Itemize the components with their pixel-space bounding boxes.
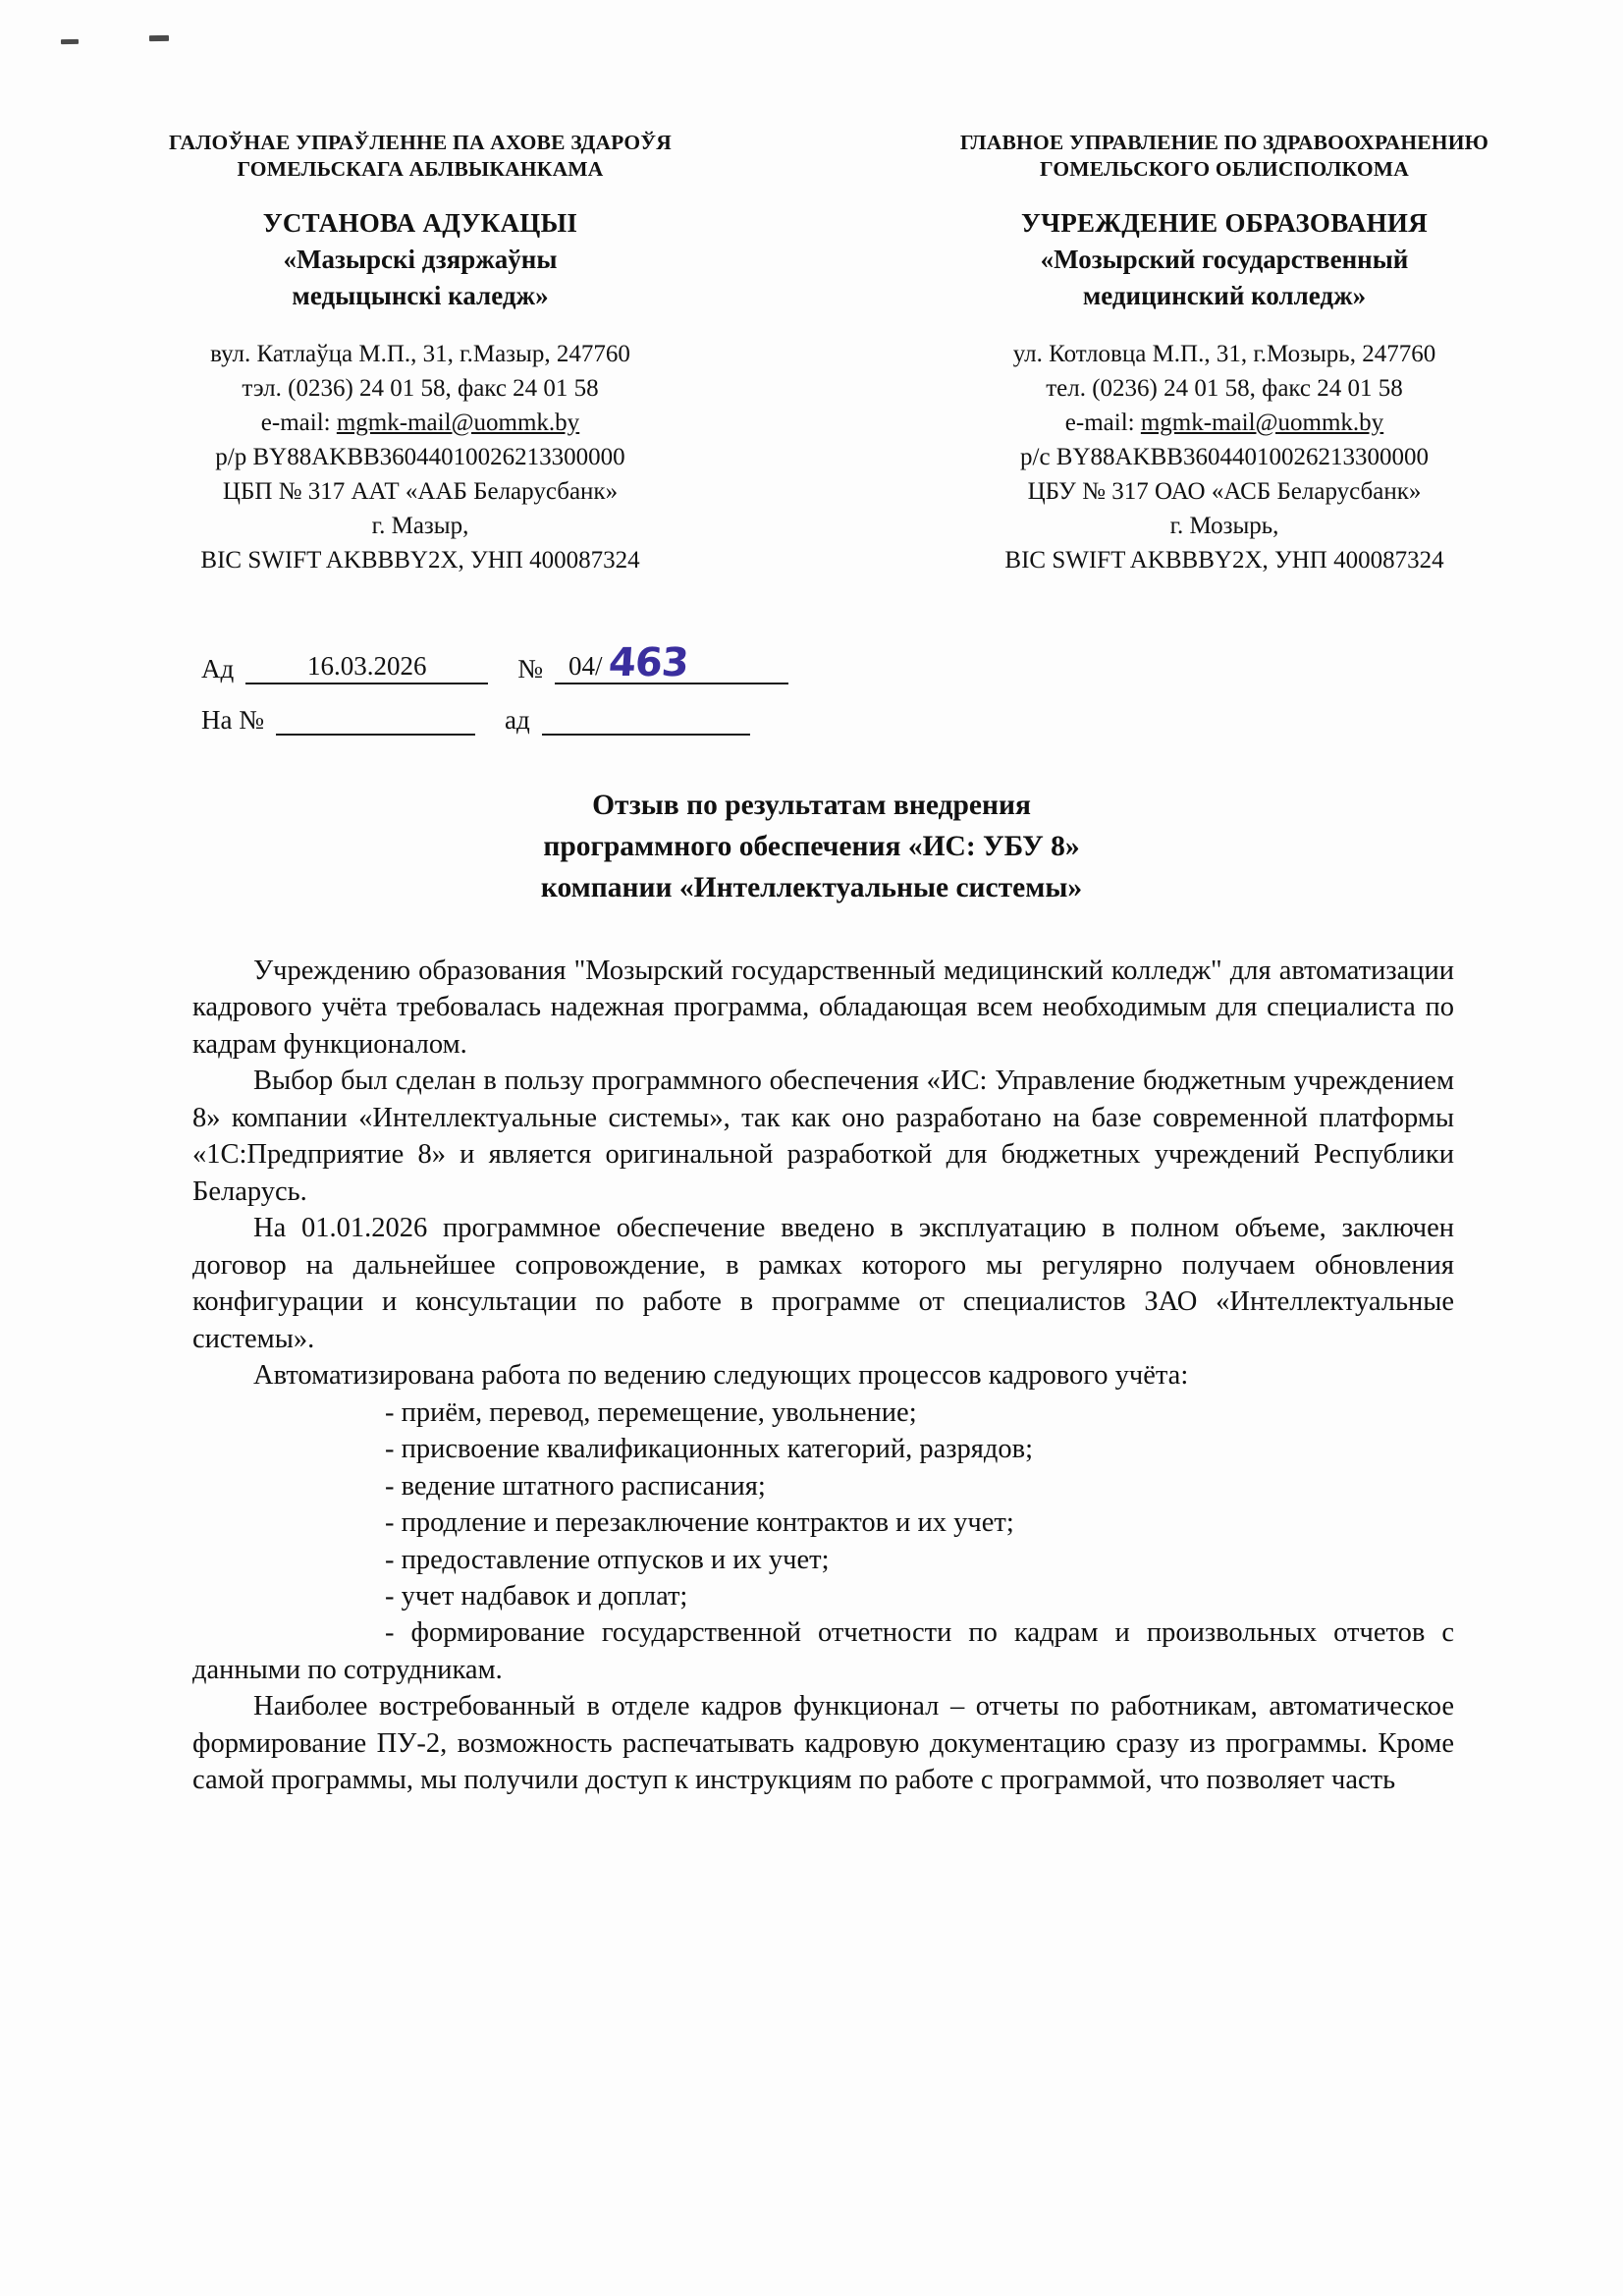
parent-authority-line2: ГОМЕЛЬСКОГО ОБЛИСПОЛКОМА: [1040, 156, 1409, 181]
organization-name-belarusian: [116, 205, 725, 315]
email-link[interactable]: mgmk-mail@uommk.by: [336, 409, 580, 436]
bank-account-line: р/с BY88AKBB36044010026213300000: [1020, 443, 1429, 470]
email-line: [920, 406, 1529, 440]
email-line: [116, 406, 725, 440]
parent-authority-line1: ГАЛОЎНАЕ УПРАЎЛЕННЕ ПА АХОВЕ ЗДАРОЎЯ: [168, 131, 673, 154]
page-title-line1: Отзыв по результатам внедрения: [592, 790, 1031, 821]
number-label: №: [517, 654, 544, 683]
date-field[interactable]: [245, 651, 488, 684]
organization-type-line: УЧРЕЖДЕНИЕ ОБРАЗОВАНИЯ: [1020, 207, 1429, 238]
number-handwritten-value: 463: [606, 640, 689, 685]
paragraph-automation-intro: Автоматизирована работа по ведению следующих процессов кадрового учёта:: [253, 1360, 1189, 1392]
reference-row-incoming: [201, 684, 788, 736]
email-label: e-mail:: [260, 409, 331, 436]
address-line: ул. Котловца М.П., 31, г.Мозырь, 247760: [1012, 340, 1436, 367]
list-item: - продление и перезаключение контрактов и их учет;: [385, 1507, 1014, 1539]
page-title: [0, 786, 1623, 909]
email-label: e-mail:: [1064, 409, 1135, 436]
bank-city-line: г. Мозырь,: [1169, 512, 1279, 539]
organization-name-line1: «Мазырскі дзяржаўны: [283, 245, 558, 274]
document-body: [192, 953, 1454, 1799]
list-item: - предоставление отпусков и их учет;: [385, 1544, 830, 1575]
contacts-belarusian: [116, 337, 725, 577]
organization-type-line: УСТАНОВА АДУКАЦЫІ: [262, 207, 578, 238]
paragraph-deployment: На 01.01.2026 программное обеспечение введено в эксплуатацию в полном объеме, заключен договор на дальнейшее сопровождение, в рамках которого мы регулярно получаем обновления конфигурации и консультации по работе в программе от специалистов ЗАО «Интеллектуальные системы».: [192, 1213, 1454, 1354]
organization-name-line2: медыцынскі каледж»: [292, 281, 549, 311]
bank-name-line: ЦБП № 317 ААТ «ААБ Беларусбанк»: [222, 477, 619, 505]
from-label: ад: [505, 705, 530, 735]
number-field[interactable]: [555, 640, 788, 685]
list-item: - присвоение квалификационных категорий, разрядов;: [385, 1434, 1033, 1465]
reference-block: [201, 633, 788, 736]
letterhead: [116, 130, 1529, 577]
list-item: - формирование государственной отчетности по кадрам и произвольных отчетов с данными по сотрудникам.: [192, 1617, 1454, 1685]
phone-line: тэл. (0236) 24 01 58, факс 24 01 58: [242, 374, 599, 402]
paragraph-intro: Учреждению образования "Мозырский государственный медицинский колледж" для автоматизации кадрового учёта требовалась надежная программа, обладающая всем необходимым для специалиста по кадрам функционалом.: [192, 956, 1454, 1060]
reply-number-field[interactable]: [276, 702, 475, 736]
bank-name-line: ЦБУ № 317 ОАО «АСБ Беларусбанк»: [1027, 477, 1422, 505]
swift-line: BIC SWIFT AKBBBY2X, УНП 400087324: [200, 546, 640, 574]
page-title-line3: компании «Интеллектуальные системы»: [540, 871, 1083, 903]
list-item: - приём, перевод, перемещение, увольнение;: [385, 1396, 917, 1428]
scan-artifact-right: [149, 35, 169, 41]
list-item: - учет надбавок и доплат;: [385, 1580, 688, 1612]
from-date-field[interactable]: [542, 702, 750, 736]
parent-authority-russian: [920, 130, 1529, 183]
paragraph-most-used: Наиболее востребованный в отделе кадров функционал – отчеты по работникам, автоматическое формирование ПУ-2, возможность распечатывать кадровую документацию сразу из программы. Кроме самой программы, мы получили доступ к инструкциям по работе с программой, что позволяет часть: [192, 1691, 1454, 1796]
email-link[interactable]: mgmk-mail@uommk.by: [1140, 409, 1384, 436]
reference-row-outgoing: [201, 633, 788, 684]
scan-artifact-left: [61, 39, 79, 44]
automated-processes-list: [192, 1394, 1454, 1689]
paragraph-choice: Выбор был сделан в пользу программного обеспечения «ИС: Управление бюджетным учреждением 8» компании «Интеллектуальные системы», так как оно разработано на базе современной платформы «1С:Предприятие 8» и является оригинальной разработкой для бюджетных учреждений Республики Беларусь.: [192, 1066, 1454, 1207]
page-title-line2: программного обеспечения «ИС: УБУ 8»: [543, 830, 1080, 862]
parent-authority-line1: ГЛАВНОЕ УПРАВЛЕНИЕ ПО ЗДРАВООХРАНЕНИЮ: [959, 131, 1489, 154]
parent-authority-belarusian: [116, 130, 725, 183]
letterhead-column-belarusian: [116, 130, 725, 577]
swift-line: BIC SWIFT AKBBBY2X, УНП 400087324: [1004, 546, 1444, 574]
organization-name-russian: [920, 205, 1529, 315]
address-line: вул. Катлаўца М.П., 31, г.Мазыр, 247760: [210, 340, 630, 367]
number-prefix: 04/: [568, 651, 603, 681]
reply-label: На №: [201, 705, 264, 735]
bank-account-line: р/р BY88AKBB36044010026213300000: [215, 443, 625, 470]
letterhead-column-russian: [920, 130, 1529, 577]
bank-city-line: г. Мазыр,: [371, 512, 469, 539]
contacts-russian: [920, 337, 1529, 577]
parent-authority-line2: ГОМЕЛЬСКАГА АБЛВЫКАНКАМА: [237, 156, 604, 181]
organization-name-line2: медицинский колледж»: [1082, 281, 1367, 311]
phone-line: тел. (0236) 24 01 58, факс 24 01 58: [1046, 374, 1403, 402]
date-value: 16.03.2026: [307, 651, 427, 681]
date-label: Ад: [201, 654, 235, 683]
list-item: - ведение штатного расписания;: [385, 1470, 766, 1502]
organization-name-line1: «Мозырский государственный: [1040, 245, 1409, 274]
